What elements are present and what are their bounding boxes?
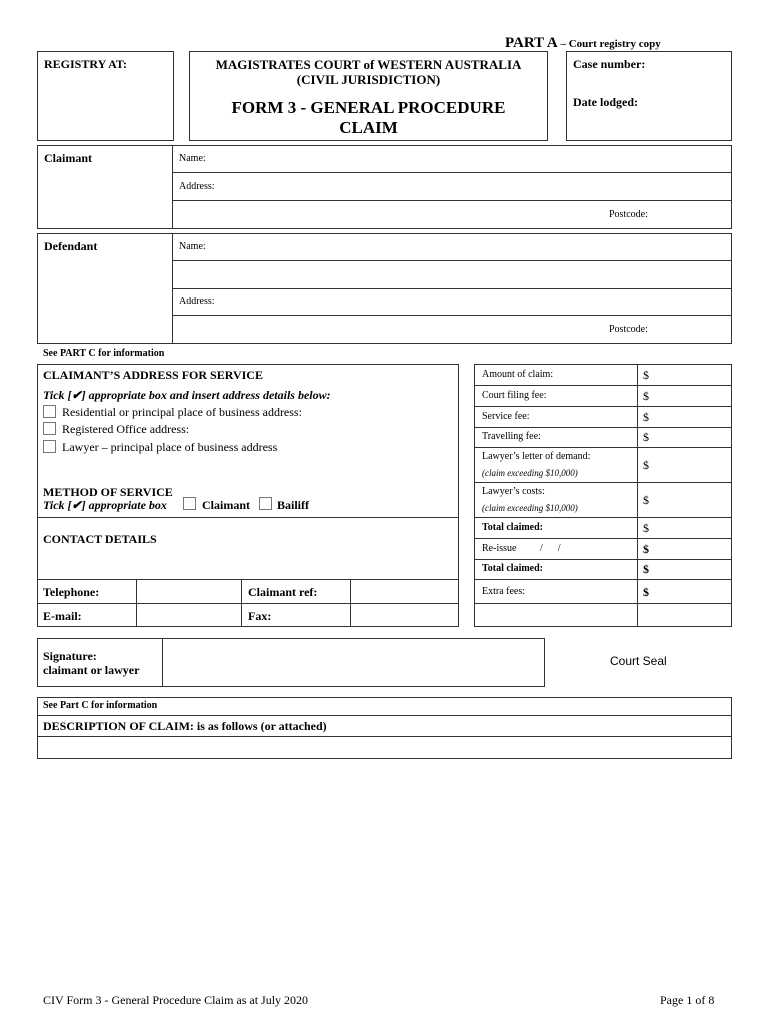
footer-form-name: CIV Form 3 - General Procedure Claim as at July 2020 [43, 993, 309, 1007]
date-lodged-label: Date lodged: [573, 95, 638, 109]
claimant-address-field[interactable]: Address: [179, 181, 215, 192]
extra-fees-dollar[interactable]: $ [643, 585, 649, 599]
lawyer-address-checkbox[interactable] [43, 440, 56, 453]
claimant-ref-label: Claimant ref: [248, 585, 318, 599]
court-title-box [189, 51, 548, 141]
email-label: E-mail: [43, 609, 82, 623]
total-claimed-label: Total claimed: [482, 522, 544, 533]
service-heading: CLAIMANT’S ADDRESS FOR SERVICE [43, 368, 263, 382]
claimant-label: Claimant [44, 151, 92, 165]
contact-heading: CONTACT DETAILS [43, 532, 157, 546]
service-instruction: Tick [✔] appropriate box and insert address details below: [43, 388, 331, 402]
registry-label: REGISTRY AT: [44, 57, 128, 71]
lawyers-costs-dollar[interactable]: $ [643, 493, 649, 507]
description-field[interactable] [38, 737, 731, 758]
form-title-line1: FORM 3 - GENERAL PROCEDURE [231, 98, 506, 117]
fax-label: Fax: [248, 609, 272, 623]
court-jurisdiction: (CIVIL JURISDICTION) [296, 72, 441, 87]
claimant-ref-field[interactable] [351, 580, 458, 602]
case-box [566, 51, 732, 141]
court-seal-label: Court Seal [610, 654, 667, 668]
form-title-line2: CLAIM [339, 118, 398, 137]
registry-box [37, 51, 174, 141]
defendant-name-field[interactable]: Name: [179, 241, 206, 252]
method-instruction: Tick [✔] appropriate box [43, 498, 167, 512]
service-fee-dollar[interactable]: $ [643, 410, 649, 424]
defendant-postcode-field[interactable]: Postcode: [609, 324, 648, 335]
lawyers-costs-note: (claim exceeding $10,000) [482, 503, 578, 513]
fax-field[interactable] [351, 604, 458, 626]
method-bailiff-label: Bailiff [277, 498, 309, 512]
description-heading: DESCRIPTION OF CLAIM: is as follows (or attached) [43, 719, 327, 733]
lawyers-letter-label: Lawyer’s letter of demand: [482, 451, 591, 462]
registered-office-option: Registered Office address: [62, 422, 190, 436]
travelling-fee-label: Travelling fee: [482, 431, 541, 442]
telephone-label: Telephone: [43, 585, 100, 599]
lawyers-letter-note: (claim exceeding $10,000) [482, 468, 578, 478]
footer-page-number: Page 1 of 8 [660, 993, 715, 1007]
defendant-label: Defendant [44, 239, 98, 253]
total-claimed-2-label: Total claimed: [482, 563, 544, 574]
signature-label-line2: claimant or lawyer [43, 663, 140, 677]
residential-checkbox[interactable] [43, 405, 56, 418]
see-part-c-note: See PART C for information [43, 348, 165, 359]
service-fee-label: Service fee: [482, 411, 530, 422]
lawyers-costs-label: Lawyer’s costs: [482, 486, 545, 497]
claimant-name-field[interactable]: Name: [179, 153, 206, 164]
court-filing-fee-dollar[interactable]: $ [643, 389, 649, 403]
method-bailiff-checkbox[interactable] [259, 497, 272, 510]
signature-label-line1: Signature: [43, 649, 97, 663]
defendant-address-field[interactable]: Address: [179, 296, 215, 307]
court-name: MAGISTRATES COURT of WESTERN AUSTRALIA [215, 57, 522, 72]
signature-field[interactable] [163, 639, 544, 686]
lawyer-address-option: Lawyer – principal place of business address [62, 440, 278, 454]
method-claimant-checkbox[interactable] [183, 497, 196, 510]
telephone-field[interactable] [137, 580, 240, 602]
court-filing-fee-label: Court filing fee: [482, 390, 547, 401]
description-see-part-c: See Part C for information [43, 700, 158, 711]
part-label: PART A [505, 35, 558, 51]
method-heading: METHOD OF SERVICE [43, 485, 173, 499]
amount-of-claim-label: Amount of claim: [482, 369, 554, 380]
reissue-dollar[interactable]: $ [643, 542, 649, 556]
case-number-label: Case number: [573, 57, 646, 71]
part-suffix: – Court registry copy [557, 38, 661, 50]
total-claimed-2-dollar[interactable]: $ [643, 562, 649, 576]
residential-option: Residential or principal place of business address: [62, 405, 302, 419]
claimant-postcode-field[interactable]: Postcode: [609, 209, 648, 220]
registered-office-checkbox[interactable] [43, 422, 56, 435]
reissue-date[interactable]: / / [540, 543, 561, 554]
email-field[interactable] [137, 604, 240, 626]
extra-fees-label: Extra fees: [482, 586, 526, 597]
method-claimant-label: Claimant [202, 498, 250, 512]
lawyers-letter-dollar[interactable]: $ [643, 458, 649, 472]
amount-of-claim-dollar[interactable]: $ [643, 368, 649, 382]
part-header [505, 34, 661, 52]
total-claimed-dollar[interactable]: $ [643, 521, 649, 535]
travelling-fee-dollar[interactable]: $ [643, 430, 649, 444]
reissue-label: Re-issue [482, 543, 517, 554]
